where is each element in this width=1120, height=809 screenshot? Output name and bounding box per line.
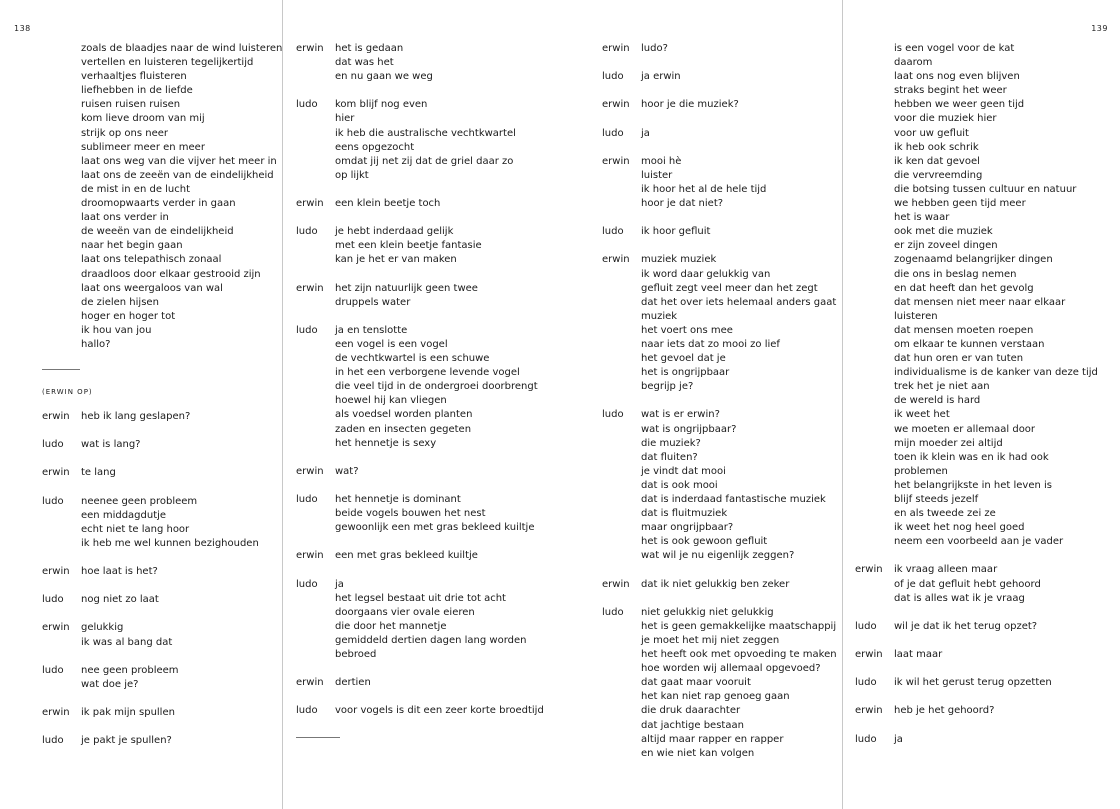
speaker-label: erwin	[296, 550, 324, 562]
page-divider-right	[842, 0, 843, 809]
speaker-label: ludo	[42, 594, 64, 606]
speaker-label: erwin	[602, 254, 630, 266]
speech-line: ik heb me wel kunnen bezighouden	[81, 537, 259, 549]
speech-block	[855, 733, 1115, 747]
speech-line: ik weet het	[894, 409, 950, 421]
speech-line: hier	[335, 113, 355, 125]
speech-line: de wereld is hard	[894, 395, 981, 407]
speech-line: ik hou van jou	[81, 324, 152, 336]
speech-block	[42, 410, 278, 424]
speech-line: die druk daarachter	[641, 705, 741, 717]
speech-line: gewoonlijk een met gras bekleed kuiltje	[335, 522, 535, 534]
speech-line: het legsel bestaat uit drie tot acht	[335, 592, 506, 604]
speaker-label: ludo	[855, 620, 877, 632]
speech-line: ik word daar gelukkig van	[641, 268, 771, 280]
speech-lines	[81, 410, 278, 424]
speech-line: dat is ook mooi	[641, 479, 718, 491]
speaker-label: erwin	[602, 99, 630, 111]
speech-line: die veel tijd in de ondergroei doorbrengt	[335, 381, 538, 393]
speech-line: het hennetje is dominant	[335, 494, 461, 505]
column-1	[42, 42, 283, 748]
speech-line: kan je het er van maken	[335, 254, 457, 266]
speaker-label: erwin	[855, 649, 883, 661]
speech-line: voor vogels is dit een zeer korte broedtijd	[335, 705, 544, 717]
speech-line: hoor je die muziek?	[641, 99, 739, 111]
speech-line: wat wil je nu eigenlijk zeggen?	[641, 550, 795, 562]
speech-block	[602, 225, 838, 239]
speech-lines	[894, 733, 1115, 747]
speaker-label: ludo	[602, 226, 624, 238]
column-4	[855, 42, 1115, 747]
speech-line: wat is er erwin?	[641, 409, 720, 421]
speaker-label: ludo	[855, 677, 877, 689]
speaker-label: erwin	[602, 155, 630, 167]
speech-lines	[81, 621, 278, 649]
speech-line: dertien	[335, 677, 371, 689]
speech-line: hallo?	[81, 338, 111, 350]
speech-line: druppels water	[335, 296, 411, 308]
speech-lines	[81, 664, 278, 692]
speech-line: blijf steeds jezelf	[894, 494, 979, 505]
speech-line: problemen	[894, 465, 948, 477]
speech-block	[855, 42, 1115, 549]
speaker-label: erwin	[602, 43, 630, 54]
speech-line: ook met die muziek	[894, 226, 993, 238]
speech-line: droomopwaarts verder in gaan	[81, 198, 236, 210]
speech-line: hoger en hoger tot	[81, 310, 176, 322]
speaker-label: erwin	[296, 677, 324, 689]
speech-line: liefhebben in de liefde	[81, 85, 193, 97]
speaker-label: ludo	[42, 495, 64, 507]
speech-line: er zijn zoveel dingen	[894, 240, 998, 252]
speech-line: ja	[335, 578, 344, 590]
speech-line: ik vraag alleen maar	[894, 564, 998, 576]
speech-line: nog niet zo laat	[81, 594, 159, 606]
speech-line: is een vogel voor de kat	[894, 43, 1015, 54]
section-rule	[296, 737, 340, 738]
speaker-label: ludo	[42, 664, 64, 676]
speech-line: je moet het mij niet zeggen	[641, 634, 780, 646]
speech-line: altijd maar rapper en rapper	[641, 733, 784, 745]
speech-line: sublimeer meer en meer	[81, 141, 205, 153]
speaker-label: erwin	[296, 43, 324, 54]
speech-line: bebroed	[335, 649, 377, 661]
speech-lines	[894, 42, 1115, 549]
speech-block	[42, 438, 278, 452]
speech-lines	[894, 676, 1115, 690]
speech-line: ik hoor het al de hele tijd	[641, 183, 767, 195]
speech-line: strijk op ons neer	[81, 127, 169, 139]
speech-line: je hebt inderdaad gelijk	[335, 226, 454, 238]
speaker-label: ludo	[296, 494, 318, 505]
speech-block	[602, 42, 838, 56]
speech-line: laat maar	[894, 649, 943, 661]
column-3	[602, 42, 838, 761]
speech-line: dat fluiten?	[641, 451, 698, 463]
speaker-label: erwin	[42, 566, 70, 578]
page-number-right: 139	[1091, 24, 1108, 33]
speaker-label: erwin	[296, 465, 324, 477]
speech-lines	[641, 253, 838, 394]
speech-line: met een klein beetje fantasie	[335, 240, 482, 252]
speech-line: en wie niet kan volgen	[641, 747, 755, 759]
speech-line: muziek	[641, 310, 678, 322]
speech-line: ja en tenslotte	[335, 324, 408, 336]
speech-line: kom blijf nog even	[335, 99, 428, 111]
speech-line: ik heb ook schrik	[894, 141, 979, 153]
speech-line: hoor je dat niet?	[641, 198, 724, 210]
speech-lines	[894, 563, 1115, 605]
speech-block	[602, 155, 838, 211]
speech-line: het is ook gewoon gefluit	[641, 536, 768, 548]
speech-line: als voedsel worden planten	[335, 409, 473, 421]
speech-line: begrijp je?	[641, 381, 694, 393]
speech-block	[42, 621, 278, 649]
speech-line: individualisme is de kanker van deze tijd	[894, 367, 1098, 379]
speaker-label: ludo	[296, 324, 318, 336]
speech-lines	[641, 70, 838, 84]
speech-block	[602, 98, 838, 112]
speech-block	[602, 408, 838, 563]
speech-line: luister	[641, 169, 673, 181]
speech-line: ik pak mijn spullen	[81, 707, 175, 719]
speech-line: neenee geen probleem	[81, 495, 198, 507]
speech-line: ja erwin	[641, 71, 681, 83]
speech-line: vertellen en luisteren tegelijkertijd	[81, 57, 254, 69]
speech-block	[42, 565, 278, 579]
speech-line: ik was al bang dat	[81, 636, 173, 648]
speech-block	[42, 466, 278, 480]
speech-lines	[81, 593, 278, 607]
speech-line: die vervreemding	[894, 169, 983, 181]
speaker-label: ludo	[296, 705, 318, 717]
speech-line: ik hoor gefluit	[641, 226, 711, 238]
speech-line: het belangrijkste in het leven is	[894, 479, 1052, 491]
speech-line: het zijn natuurlijk geen twee	[335, 282, 478, 294]
speech-line: ik weet het nog heel goed	[894, 522, 1025, 534]
speech-line: ik wil het gerust terug opzetten	[894, 677, 1052, 689]
speech-line: ludo?	[641, 43, 668, 54]
speech-line: het kan niet rap genoeg gaan	[641, 691, 790, 703]
speech-block	[602, 578, 838, 592]
speech-line: gelukkig	[81, 622, 124, 634]
speech-block	[855, 563, 1115, 605]
speech-block	[602, 127, 838, 141]
speaker-label: erwin	[42, 411, 70, 423]
speech-lines	[81, 706, 278, 720]
speech-block	[42, 593, 278, 607]
speaker-label: ludo	[296, 226, 318, 238]
speech-line: die door het mannetje	[335, 620, 447, 632]
speech-block	[602, 253, 838, 394]
speech-line: een vogel is een vogel	[335, 338, 448, 350]
speech-line: de vechtkwartel is een schuwe	[335, 353, 490, 365]
speech-line: dat was het	[335, 57, 394, 69]
speech-line: je pakt je spullen?	[81, 735, 172, 747]
speech-line: kom lieve droom van mij	[81, 113, 205, 125]
speech-line: nee geen probleem	[81, 664, 179, 676]
speech-line: en nu gaan we weg	[335, 71, 433, 83]
speech-line: luisteren	[894, 310, 938, 322]
speech-block	[855, 648, 1115, 662]
speech-line: wat?	[335, 465, 359, 477]
speech-block	[42, 734, 278, 748]
speaker-label: erwin	[42, 707, 70, 719]
speech-line: naar iets dat zo mooi zo lief	[641, 338, 780, 350]
speech-lines	[81, 466, 278, 480]
speech-line: een klein beetje toch	[335, 198, 441, 210]
speech-line: in het een verborgene levende vogel	[335, 367, 520, 379]
speech-line: en dat heeft dan het gevolg	[894, 282, 1034, 294]
speech-line: dat is fluitmuziek	[641, 508, 728, 520]
speech-line: neem een voorbeeld aan je vader	[894, 536, 1064, 548]
speech-lines	[641, 155, 838, 211]
speaker-label: erwin	[855, 564, 883, 576]
speech-line: het gevoel dat je	[641, 353, 726, 365]
speech-line: dat mensen niet meer naar elkaar	[894, 296, 1066, 308]
speech-line: dat hun oren er van tuten	[894, 353, 1024, 365]
speech-line: laat ons nog even blijven	[894, 71, 1020, 83]
speech-line: hebben we weer geen tijd	[894, 99, 1025, 111]
speech-line: het is gedaan	[335, 43, 404, 54]
speech-line: draadloos door elkaar gestrooid zijn	[81, 268, 261, 280]
speech-line: niet gelukkig niet gelukkig	[641, 606, 774, 618]
speech-line: op lijkt	[335, 169, 369, 181]
speech-line: daarom	[894, 57, 933, 69]
speech-line: dat ik niet gelukkig ben zeker	[641, 578, 790, 590]
speech-lines	[81, 438, 278, 452]
speaker-label: ludo	[42, 735, 64, 747]
speech-line: en als tweede zei ze	[894, 508, 996, 520]
speech-line: laat ons weg van die vijver het meer in	[81, 155, 277, 167]
speech-line: zaden en insecten gegeten	[335, 423, 472, 435]
speech-line: laat ons verder in	[81, 212, 169, 224]
speech-line: gemiddeld dertien dagen lang worden	[335, 634, 527, 646]
speech-line: voor uw gefluit	[894, 127, 969, 139]
speech-lines	[894, 648, 1115, 662]
speech-lines	[81, 565, 278, 579]
speaker-label: erwin	[296, 198, 324, 210]
speech-line: toen ik klein was en ik had ook	[894, 451, 1049, 463]
speech-line: ja	[894, 733, 903, 745]
speech-line: straks begint het weer	[894, 85, 1007, 97]
speech-lines	[81, 495, 278, 551]
speech-line: de weeën van de eindelijkheid	[81, 226, 234, 238]
page-number-left: 138	[14, 24, 31, 33]
speaker-label: erwin	[42, 622, 70, 634]
dialogue-column-1	[42, 410, 278, 748]
speech-block	[42, 495, 278, 551]
speech-line: trek het je niet aan	[894, 381, 990, 393]
speech-lines	[81, 734, 278, 748]
speech-block	[42, 664, 278, 692]
speech-line: hoe laat is het?	[81, 566, 158, 578]
speech-line: een middagdutje	[81, 509, 167, 521]
speech-lines	[641, 127, 838, 141]
speech-lines	[894, 704, 1115, 718]
section-rule	[42, 369, 80, 370]
speech-line: laat ons weergaloos van wal	[81, 282, 223, 294]
speech-line: je vindt dat mooi	[641, 465, 726, 477]
speech-line: heb ik lang geslapen?	[81, 411, 191, 423]
speech-line: een met gras bekleed kuiltje	[335, 550, 478, 562]
speech-line: het is waar	[894, 212, 950, 224]
speech-line: de mist in en de lucht	[81, 183, 191, 195]
speech-block	[855, 676, 1115, 690]
speaker-label: ludo	[602, 71, 624, 83]
speech-line: naar het begin gaan	[81, 240, 183, 252]
speech-line: ik heb die australische vechtkwartel	[335, 127, 516, 139]
speech-line: die muziek?	[641, 437, 701, 449]
speech-line: ruisen ruisen ruisen	[81, 99, 181, 111]
speech-lines	[81, 42, 282, 352]
speech-line: om elkaar te kunnen verstaan	[894, 338, 1045, 350]
speech-line: verhaaltjes fluisteren	[81, 71, 187, 83]
speech-line: dat is inderdaad fantastische muziek	[641, 494, 826, 505]
speech-line: zogenaamd belangrijker dingen	[894, 254, 1053, 266]
speech-line: dat is alles wat ik je vraag	[894, 592, 1025, 604]
speaker-label: erwin	[296, 282, 324, 294]
speech-line: doorgaans vier ovale eieren	[335, 606, 475, 618]
speech-line: het is geen gemakkelijke maatschappij	[641, 620, 837, 632]
speech-line: wat is lang?	[81, 439, 141, 451]
speaker-label: ludo	[602, 606, 624, 618]
speech-line: omdat jij net zij dat de griel daar zo	[335, 155, 514, 167]
speech-line: het heeft ook met opvoeding te maken	[641, 649, 837, 661]
speaker-label: erwin	[42, 467, 70, 479]
speech-line: het voert ons mee	[641, 324, 733, 336]
speech-line: of je dat gefluit hebt gehoord	[894, 578, 1041, 590]
speech-line: we moeten er allemaal door	[894, 423, 1036, 435]
speech-line: laat ons de zeeën van de eindelijkheid	[81, 169, 274, 181]
speech-line: te lang	[81, 467, 116, 479]
speech-line: wat doe je?	[81, 678, 139, 690]
speaker-label: erwin	[855, 705, 883, 717]
speech-line: mijn moeder zei altijd	[894, 437, 1003, 449]
speech-block-intro	[42, 42, 283, 352]
speech-line: voor die muziek hier	[894, 113, 997, 125]
speech-line: de zielen hijsen	[81, 296, 159, 308]
speech-lines	[641, 42, 838, 56]
speaker-label: ludo	[296, 99, 318, 111]
speech-line: dat mensen moeten roepen	[894, 324, 1034, 336]
speaker-label: ludo	[296, 578, 318, 590]
speech-lines	[641, 98, 838, 112]
speech-block	[602, 606, 838, 761]
speech-line: mooi hè	[641, 155, 682, 167]
speech-line: wil je dat ik het terug opzet?	[894, 620, 1038, 632]
speech-line: hoewel hij kan vliegen	[335, 395, 447, 407]
dialogue-column-4	[855, 42, 1115, 747]
speech-line: die ons in beslag nemen	[894, 268, 1017, 280]
speech-block	[602, 70, 838, 84]
speech-line: muziek muziek	[641, 254, 717, 266]
speech-line: ik ken dat gevoel	[894, 155, 980, 167]
speech-lines	[641, 225, 838, 239]
speech-line: heb je het gehoord?	[894, 705, 995, 717]
speech-line: zoals de blaadjes naar de wind luisteren	[81, 43, 283, 54]
speech-line: ja	[641, 127, 650, 139]
stage-direction: (ERWIN OP)	[42, 388, 93, 397]
speech-block	[42, 706, 278, 720]
speech-line: maar ongrijpbaar?	[641, 522, 734, 534]
speech-block	[855, 620, 1115, 634]
speech-line: dat het over iets helemaal anders gaat	[641, 296, 837, 308]
speaker-label: ludo	[855, 733, 877, 745]
speech-line: wat is ongrijpbaar?	[641, 423, 737, 435]
speech-lines	[894, 620, 1115, 634]
speech-line: dat gaat maar vooruit	[641, 677, 751, 689]
speech-line: dat jachtige bestaan	[641, 719, 744, 731]
speech-line: beide vogels bouwen het nest	[335, 508, 486, 520]
speaker-label: ludo	[602, 127, 624, 139]
speech-line: gefluit zegt veel meer dan het zegt	[641, 282, 818, 294]
speech-line: het hennetje is sexy	[335, 437, 437, 449]
speech-lines	[641, 606, 838, 761]
speech-line: eens opgezocht	[335, 141, 415, 153]
speech-line: laat ons telepathisch zonaal	[81, 254, 222, 266]
speaker-label: ludo	[602, 409, 624, 421]
speech-lines	[641, 408, 838, 563]
speech-lines	[641, 578, 838, 592]
dialogue-column-3	[602, 42, 838, 761]
speaker-label: erwin	[602, 578, 630, 590]
speech-line: die botsing tussen cultuur en natuur	[894, 183, 1077, 195]
speech-line: het is ongrijpbaar	[641, 367, 730, 379]
speaker-label: ludo	[42, 439, 64, 451]
speech-line: we hebben geen tijd meer	[894, 198, 1026, 210]
speech-line: hoe worden wij allemaal opgevoed?	[641, 663, 821, 675]
speech-line: echt niet te lang hoor	[81, 523, 190, 535]
speech-block	[855, 704, 1115, 718]
